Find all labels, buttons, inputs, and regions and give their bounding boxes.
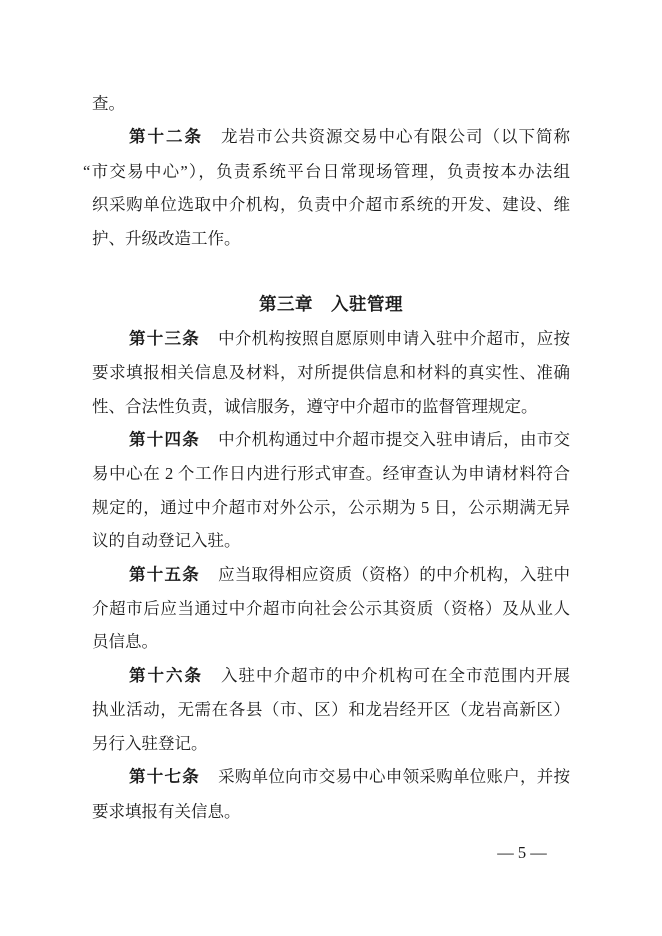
article-number: 第十七条 <box>129 768 201 787</box>
article-number: 第十五条 <box>129 565 201 584</box>
text-line <box>92 659 570 693</box>
text-line: 介超市后应当通过中介超市向社会公示其资质（资格）及从业人 <box>92 599 570 619</box>
text-line: 查。 <box>92 94 125 113</box>
text-line <box>92 760 570 794</box>
article-number: 第十六条 <box>129 666 203 685</box>
text-line: 执业活动，无需在各县（市、区）和龙岩经开区（龙岩高新区） <box>92 700 570 720</box>
text-line <box>92 423 570 457</box>
article-number: 第十三条 <box>129 329 201 348</box>
text-line: 另行入驻登记。 <box>92 733 208 753</box>
chapter-heading: 第三章 入驻管理 <box>259 294 403 315</box>
text-line: 要求填报有关信息。 <box>92 801 241 821</box>
text-line: 规定的，通过中介超市对外公示，公示期为 5 日，公示期满无异 <box>92 497 570 517</box>
article-number: 第十二条 <box>129 128 203 147</box>
text-line <box>92 120 570 154</box>
text-line: 员信息。 <box>92 632 158 652</box>
article-text: 应当取得相应资质（资格）的中介机构，入驻中 <box>218 564 571 584</box>
text-line: “市交易中心”），负责系统平台日常现场管理，负责按本办法组 <box>83 161 570 181</box>
article-text: 龙岩市公共资源交易中心有限公司（以下简称 <box>221 127 570 147</box>
article-text: 入驻中介超市的中介机构可在全市范围内开展 <box>221 665 570 685</box>
article-number: 第十四条 <box>129 431 201 450</box>
document-body <box>83 87 571 828</box>
text-line: 织采购单位选取中介机构，负责中介超市系统的开发、建设、维 <box>92 195 570 215</box>
article-text: 中介机构按照自愿原则申请入驻中介超市，应按 <box>218 328 571 348</box>
text-line: 要求填报相关信息及材料，对所提供信息和材料的真实性、准确 <box>92 363 570 383</box>
text-line: 易中心在 2 个工作日内进行形式审查。经审查认为申请材料符合 <box>92 464 570 484</box>
text-line: 性、合法性负责，诚信服务，遵守中介超市的监督管理规定。 <box>92 396 538 416</box>
text-line: 议的自动登记入驻。 <box>92 531 241 551</box>
page-number: — 5 — <box>497 843 547 862</box>
text-line: 护、升级改造工作。 <box>92 228 241 248</box>
text-line <box>92 322 570 356</box>
text-line <box>92 558 570 592</box>
article-text: 采购单位向市交易中心申领采购单位账户，并按 <box>218 767 571 787</box>
article-text: 中介机构通过中介超市提交入驻申请后，由市交 <box>218 430 571 450</box>
